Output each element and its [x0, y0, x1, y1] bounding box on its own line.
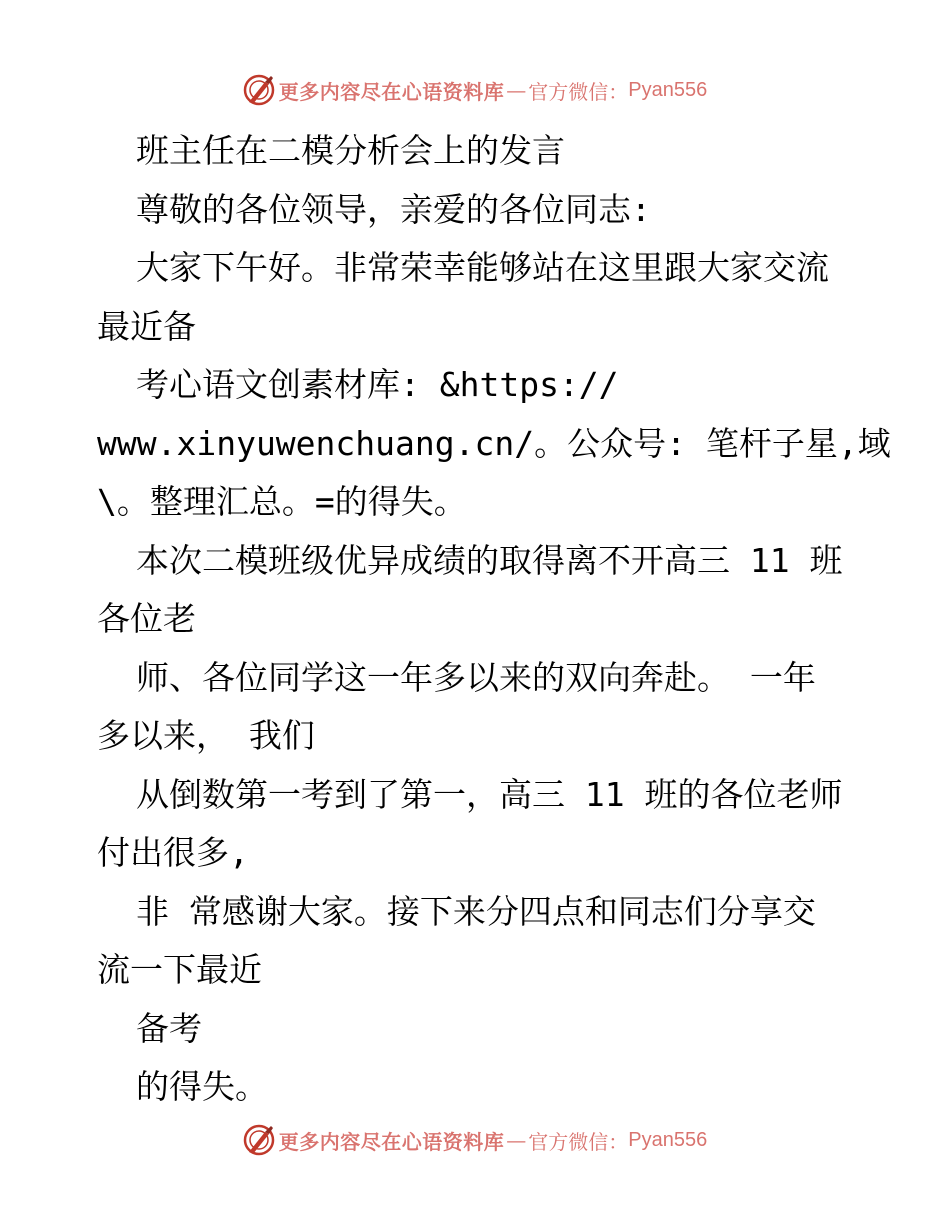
document-line: 尊敬的各位领导，亲爱的各位同志:	[136, 189, 651, 229]
banner-contact-label: 官方微信：	[528, 79, 629, 104]
document-body	[97, 122, 891, 1117]
document-line: 师、各位同学这一年多以来的双向奔赴。 一年	[136, 657, 816, 697]
document-line: 大家下午好。非常荣幸能够站在这里跟大家交流	[136, 248, 829, 287]
document-line: 付出很多,	[97, 833, 249, 872]
document-line: 多以来， 我们	[97, 716, 315, 755]
banner-contact-label: 官方微信：	[528, 1129, 629, 1154]
banner-contact-id: Pyan556	[628, 1128, 708, 1151]
document-line: 的得失。	[136, 1067, 268, 1106]
document-line: 考心语文创素材库: &https://	[136, 365, 619, 404]
banner-text: 更多内容尽在心语资料库	[278, 79, 505, 104]
document-line: www.xinyuwenchuang.cn/。公众号: 笔杆子星,域	[97, 423, 891, 463]
document-line: 从倒数第一考到了第一，高三 11 班的各位老师	[136, 774, 843, 814]
header-watermark-banner	[0, 70, 950, 110]
document-line: 各位老	[97, 599, 196, 638]
banner-dash: —	[506, 78, 527, 102]
banner-text: 更多内容尽在心语资料库	[278, 1129, 505, 1154]
banner-dash: —	[506, 1128, 527, 1152]
document-line: 本次二模班级优异成绩的取得离不开高三 11 班	[136, 540, 843, 580]
pen-seal-logo-icon	[243, 74, 275, 106]
document-line: 非 常感谢大家。接下来分四点和同志们分享交	[136, 891, 816, 931]
banner-contact-id: Pyan556	[628, 78, 708, 101]
document-line: 备考	[136, 1008, 202, 1048]
document-line: 班主任在二模分析会上的发言	[136, 131, 565, 170]
document-line: \。整理汇总。=的得失。	[97, 482, 467, 521]
footer-watermark-banner	[0, 1120, 950, 1160]
pen-seal-logo-icon	[243, 1124, 275, 1156]
document-line: 最近备	[97, 306, 196, 346]
document-line: 流一下最近	[97, 950, 262, 989]
